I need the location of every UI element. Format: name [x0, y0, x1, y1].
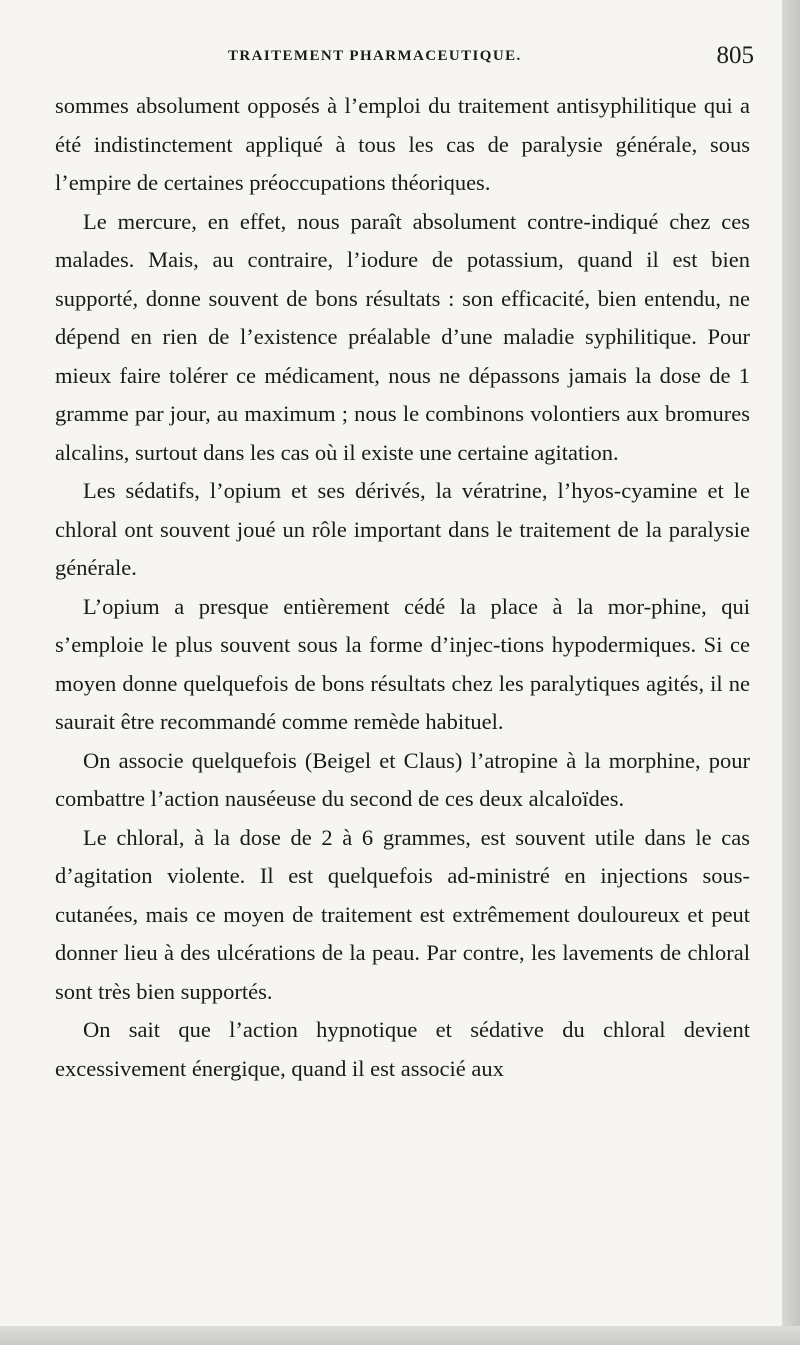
page-edge-bottom — [0, 1326, 800, 1345]
paragraph-continuation: sommes absolument opposés à l’emploi du traitement antisyphilitique qui a été indistinctement appliqué à tous les cas de paralysie générale, sous l’empire de certaines préoccupations théoriques. — [55, 93, 750, 195]
page-number: 805 — [716, 42, 754, 69]
page-header — [0, 42, 782, 82]
running-title: TRAITEMENT PHARMACEUTIQUE. — [228, 48, 522, 64]
page-edge-right — [782, 0, 800, 1345]
paragraph-atropine: On associe quelquefois (Beigel et Claus) l’atropine à la morphine, pour combattre l’action nauséeuse du second de ces deux alcaloïdes. — [55, 747, 750, 811]
paragraph-opium: L’opium a presque entièrement cédé la place à la mor-phine, qui s’emploie le plus souvent sous la forme d’injec-tions hypodermiques. Si ce moyen donne quelquefois de bons résultats chez les paralytiques agités, il ne saurait être recommandé comme remède habituel. — [55, 593, 750, 734]
paragraph-sedatifs: Les sédatifs, l’opium et ses dérivés, la vératrine, l’hyos-cyamine et le chloral ont souvent joué un rôle important dans le traitement de la paralysie générale. — [55, 478, 750, 580]
paragraph-mercure: Le mercure, en effet, nous paraît absolument contre-indiqué chez ces malades. Mais, au contraire, l’iodure de potassium, quand il est bien supporté, donne souvent de bons résultats : son efficacité, bien entendu, ne dépend en rien de l’existence préalable d’une maladie syphilitique. Pour mieux faire tolérer ce médicament, nous ne dépassons jamais la dose de 1 gramme par jour, au maximum ; nous le combinons volontiers aux bromures alcalins, surtout dans les cas où il existe une certaine agitation. — [55, 208, 750, 465]
paragraph-chloral: Le chloral, à la dose de 2 à 6 grammes, est souvent utile dans le cas d’agitation violente. Il est quelquefois ad-ministré en injections sous-cutanées, mais ce moyen de traitement est extrêmement douloureux et peut donner lieu à des ulcérations de la peau. Par contre, les lavements de chloral sont très bien supportés. — [55, 824, 750, 1004]
paragraph-hypnotique: On sait que l’action hypnotique et sédative du chloral devient excessivement énergique, quand il est associé aux — [55, 1017, 750, 1081]
body-text — [55, 87, 750, 1088]
